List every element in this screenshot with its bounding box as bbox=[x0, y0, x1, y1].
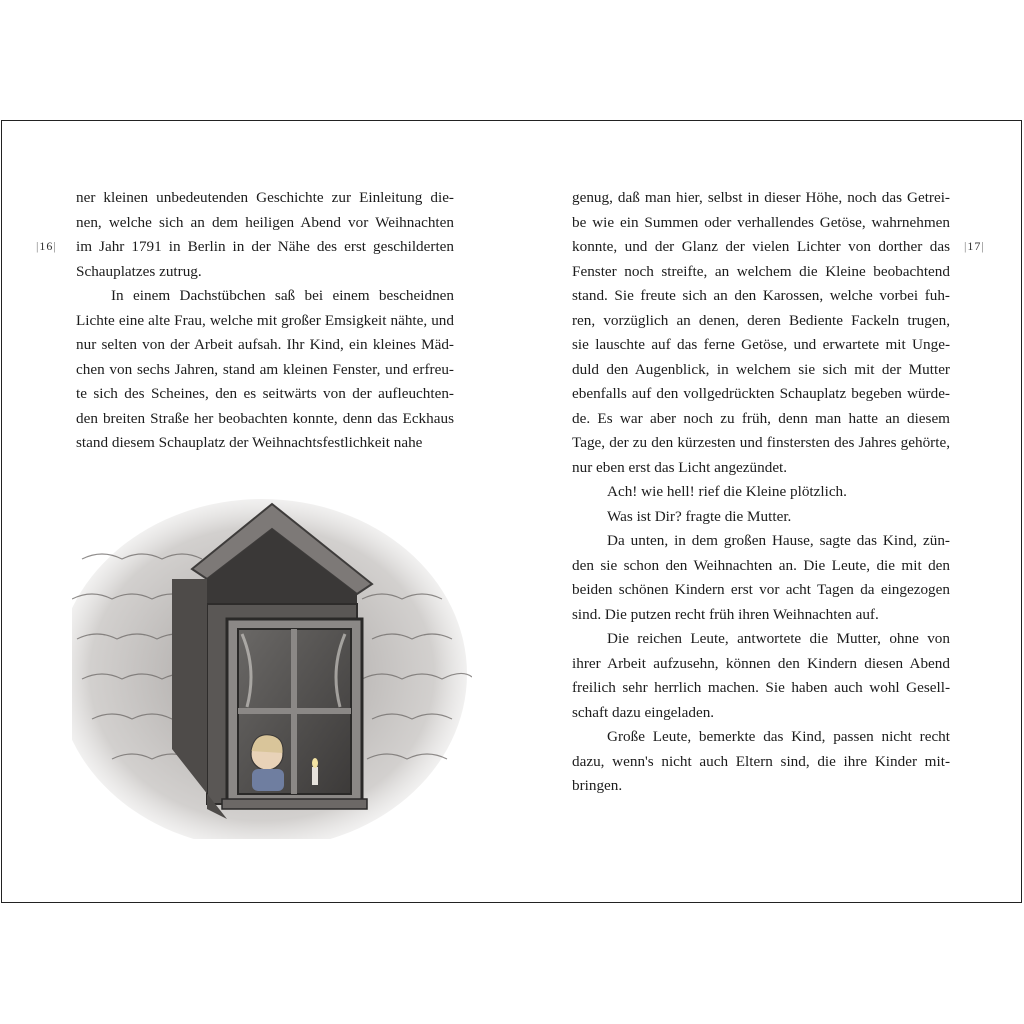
text-line: im Jahr 1791 in Berlin in der Nähe des erst geschilderten bbox=[76, 238, 454, 255]
text-line: den breiten Straße her beobachten konnte, denn das Eckhaus bbox=[76, 409, 454, 427]
text-line: be wie ein Summen oder verhallendes Getöse, wahrnehmen bbox=[572, 213, 950, 231]
text-line: nur eben erst das Licht angezündet. bbox=[572, 458, 788, 476]
page-number-left: |16| bbox=[36, 239, 57, 253]
text-line: dazu, wenn's nicht auch Eltern sind, die ihre Kinder mit- bbox=[572, 752, 950, 770]
text-line: te sich des Scheines, den es seitwärts von der aufleuchten- bbox=[76, 385, 454, 402]
left-page-text bbox=[76, 186, 454, 456]
text-line: chen von sechs Jahren, stand am kleinen Fenster, und erfreu- bbox=[76, 360, 454, 378]
text-line: Lichte eine alte Frau, welche mit großer Emsigkeit nähte, und bbox=[76, 311, 454, 329]
dormer-window-illustration bbox=[72, 499, 472, 839]
page-number-left-value: 16 bbox=[39, 239, 54, 253]
text-line: ebenfalls auf den vollgedrückten Schauplatz begeben würde- bbox=[572, 385, 950, 402]
text-line: ner kleinen unbedeutenden Geschichte zur Einleitung die- bbox=[76, 189, 454, 206]
text-line: de. Es war aber noch zu früh, denn man hatte an diesem bbox=[572, 409, 950, 427]
text-line: konnte, und der Glanz der vielen Lichter von dorther das bbox=[572, 238, 950, 255]
book-spread bbox=[1, 120, 1022, 903]
text-line: Große Leute, bemerkte das Kind, passen nicht recht bbox=[607, 728, 950, 745]
text-line: stand. Sie freute sich an den Karossen, welche vorbei fuh- bbox=[572, 287, 950, 304]
text-line: sind. Die putzen recht früh ihren Weihnachten auf. bbox=[572, 605, 879, 623]
text-line: genug, daß man hier, selbst in dieser Höhe, noch das Getrei- bbox=[572, 189, 950, 206]
text-line: ihrer Arbeit aufzusehn, können den Kindern diesen Abend bbox=[572, 654, 950, 672]
text-line: den sie schon den Weihnachten an. Die Leute, die mit den bbox=[572, 556, 950, 574]
text-line: bringen. bbox=[572, 777, 623, 794]
text-line: beiden schönen Kindern erst vor acht Tagen da eingezogen bbox=[572, 581, 950, 598]
page-number-right-value: 17 bbox=[967, 239, 982, 253]
text-line: Da unten, in dem großen Hause, sagte das Kind, zün- bbox=[607, 532, 950, 549]
text-line: Ach! wie hell! rief die Kleine plötzlich. bbox=[607, 483, 847, 500]
page-number-right: |17| bbox=[964, 239, 985, 253]
text-line: schaft dazu eingeladen. bbox=[572, 703, 715, 721]
text-line: Was ist Dir? fragte die Mutter. bbox=[607, 507, 792, 525]
text-line: sie lauschte auf das ferne Getöse, und erwartete mit Unge- bbox=[572, 336, 950, 353]
text-line: duld den Augenblick, in welchem sie sich mit der Mutter bbox=[572, 360, 950, 378]
right-page-text bbox=[572, 186, 950, 799]
text-line: stand diesem Schauplatz der Weihnachtsfestlichkeit nahe bbox=[76, 434, 423, 451]
text-line: Fenster noch streifte, an welchem die Kleine beobachtend bbox=[572, 262, 950, 280]
text-line: Tage, der zu den kürzesten und finstersten des Jahres gehörte, bbox=[572, 434, 950, 451]
text-line: Die reichen Leute, antwortete die Mutter, ohne von bbox=[607, 630, 950, 647]
text-line: In einem Dachstübchen saß bei einem bescheidnen bbox=[111, 287, 454, 304]
text-line: ren, vorzüglich an denen, deren Bediente Fackeln trugen, bbox=[572, 311, 950, 329]
text-line: nen, welche sich an dem heiligen Abend vor Weihnachten bbox=[76, 213, 454, 231]
text-line: nur selten von der Arbeit aufsah. Ihr Kind, ein kleines Mäd- bbox=[76, 336, 454, 353]
text-line: freilich sehr herrlich machen. Sie haben auch wohl Gesell- bbox=[572, 679, 950, 696]
text-line: Schauplatzes zutrug. bbox=[76, 262, 202, 280]
